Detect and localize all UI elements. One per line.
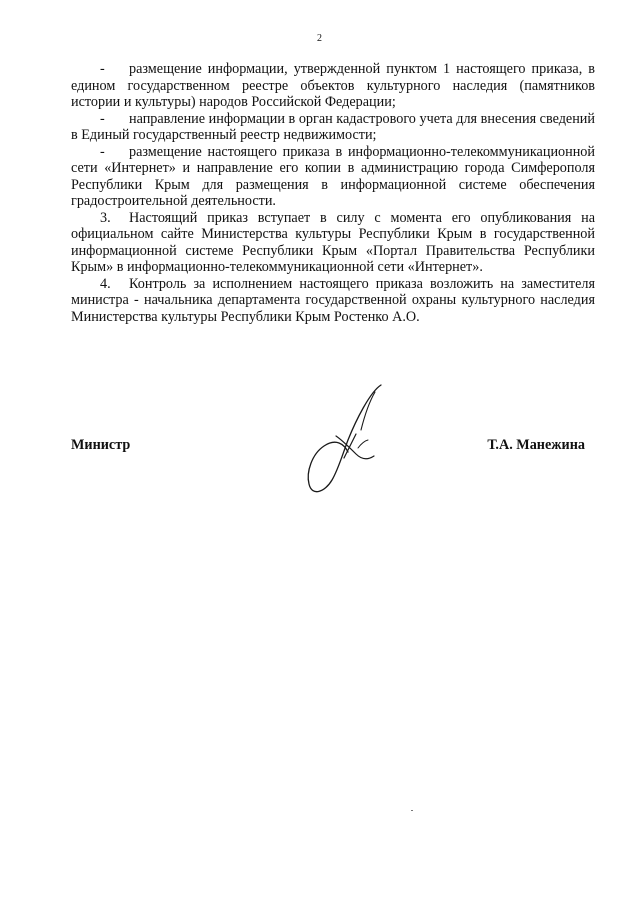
list-marker: 3. xyxy=(100,209,111,226)
signer-name: Т.А. Манежина xyxy=(487,437,585,453)
paragraph-text: Контроль за исполнением настоящего приказа возложить на заместителя министра - начальника департамента государственной охраны культурного наследия Министерства культуры Республики Крым Ростенко А.О. xyxy=(71,275,595,325)
paragraph-text: размещение настоящего приказа в информационно-телекоммуникационной сети «Интернет» и направление его копии в администрацию города Симферополя Республики Крым для размещения в информационной системе обеспечения градостроительной деятельности. xyxy=(71,143,595,209)
scan-speck xyxy=(411,810,413,811)
document-body xyxy=(71,61,595,325)
list-item xyxy=(71,144,595,210)
paragraph-text: размещение информации, утвержденной пунктом 1 настоящего приказа, в едином государственном реестре объектов культурного наследия (памятников истории и культуры) народов Российской Федерации; xyxy=(71,61,595,110)
list-marker: 4. xyxy=(100,275,111,292)
signer-position-title: Министр xyxy=(71,437,131,453)
paragraph-text: Настоящий приказ вступает в силу с момента его опубликования на официальном сайте Министерства культуры Республики Крым в государственной информационной системе Республики Крым «Портал Правительства Республики Крым» в информационно-телекоммуникационной сети «Интернет». xyxy=(71,209,595,275)
list-marker: - xyxy=(100,143,105,160)
list-marker: - xyxy=(100,110,105,127)
numbered-item xyxy=(71,276,595,326)
list-marker: - xyxy=(100,61,105,77)
paragraph-text: направление информации в орган кадастрового учета для внесения сведений в Единый государственный реестр недвижимости; xyxy=(71,110,595,143)
handwritten-signature xyxy=(298,380,398,500)
list-item xyxy=(71,111,595,144)
list-item xyxy=(71,61,595,111)
page-number: 2 xyxy=(317,33,322,44)
numbered-item xyxy=(71,210,595,276)
